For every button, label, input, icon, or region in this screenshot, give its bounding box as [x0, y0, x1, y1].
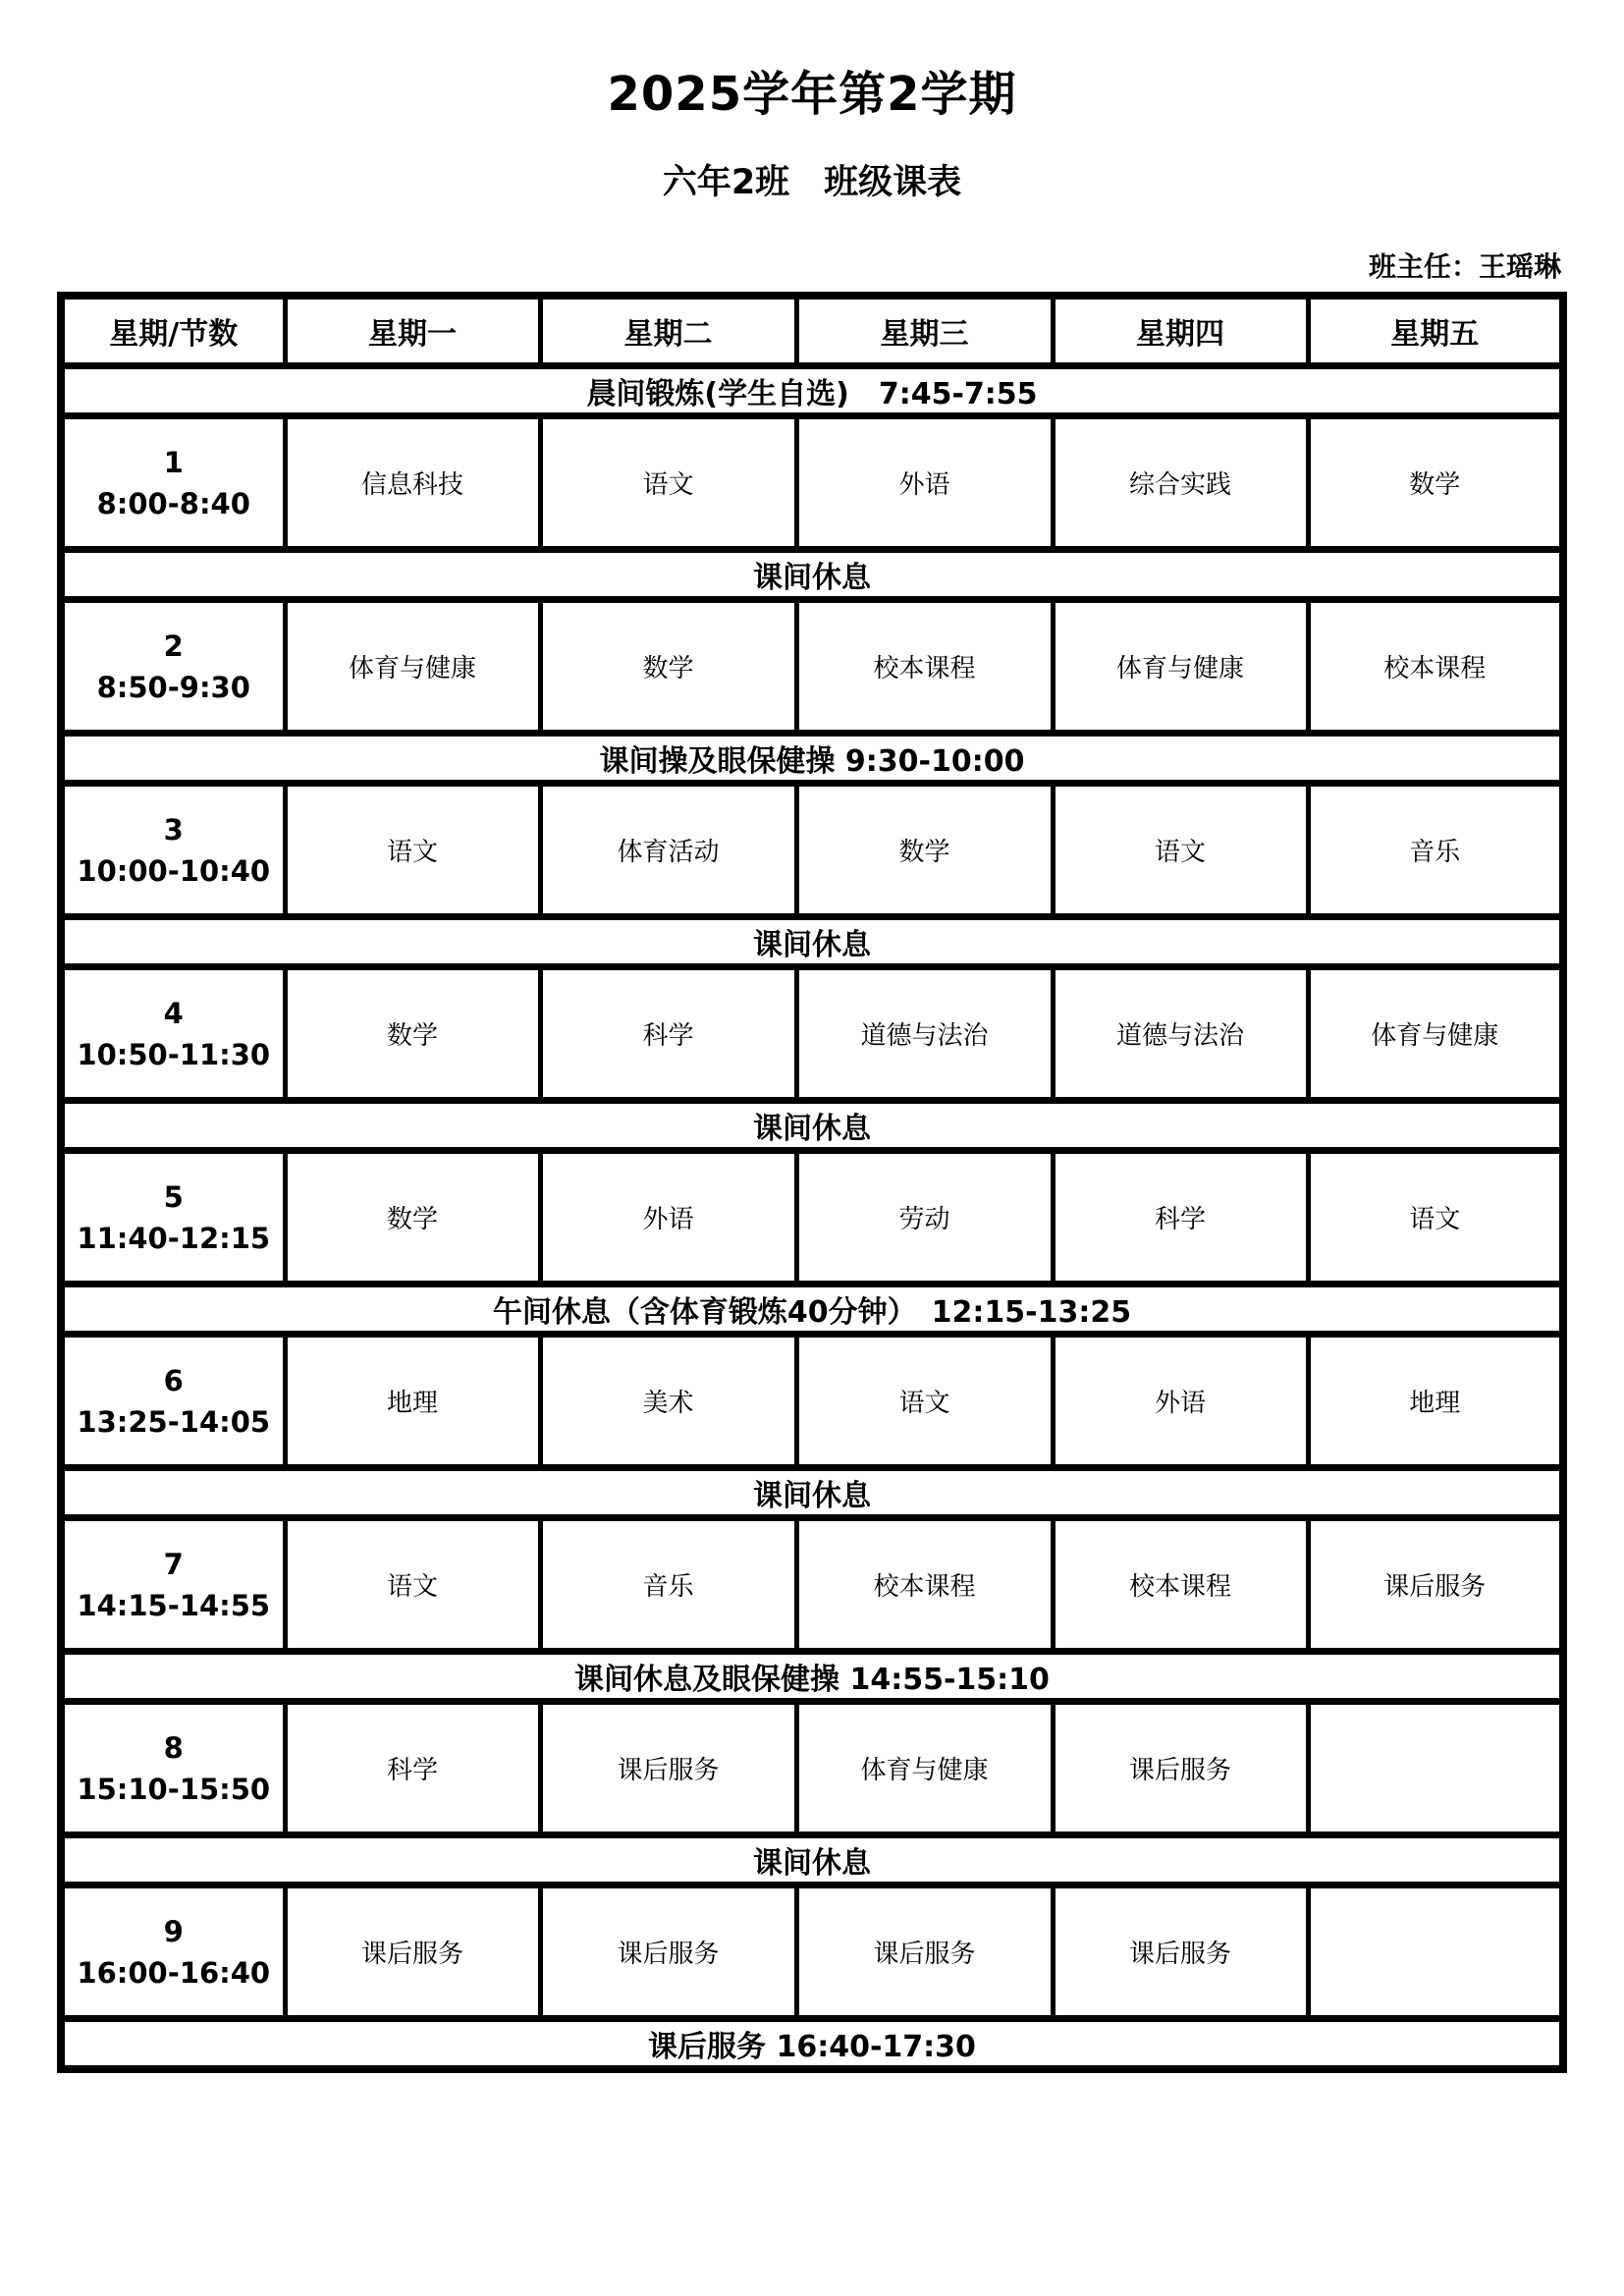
- period-time: 14:15-14:55: [77, 1588, 271, 1622]
- subject-cell: 科学: [285, 1702, 540, 1835]
- break-row: [61, 2019, 1563, 2070]
- period-number: 4: [163, 996, 184, 1030]
- subject-cell: 综合实践: [1053, 416, 1308, 550]
- period-time: 13:25-14:05: [77, 1404, 271, 1439]
- period-header-cell: [61, 784, 285, 917]
- subject-cell: 课后服务: [540, 1702, 796, 1835]
- subject-cell: 数学: [540, 600, 796, 734]
- break-label: 晨间锻炼(学生自选) 7:45-7:55: [61, 366, 1563, 416]
- subject-cell: 科学: [1053, 1151, 1308, 1285]
- period-number: 9: [163, 1914, 184, 1948]
- break-row: [61, 917, 1563, 967]
- period-header-cell: [61, 967, 285, 1101]
- subject-cell: 数学: [796, 784, 1053, 917]
- period-number: 1: [163, 445, 184, 479]
- subject-cell: 外语: [1053, 1335, 1308, 1468]
- subject-cell: 科学: [540, 967, 796, 1101]
- period-header-cell: [61, 1886, 285, 2019]
- subject-cell: 课后服务: [285, 1886, 540, 2019]
- timetable-body: [61, 366, 1563, 2070]
- break-row: [61, 1101, 1563, 1151]
- subject-cell: 体育与健康: [796, 1702, 1053, 1835]
- break-row: [61, 550, 1563, 600]
- subject-cell: 语文: [285, 1518, 540, 1652]
- break-label: 课间休息: [61, 1468, 1563, 1518]
- subject-cell: 校本课程: [1308, 600, 1563, 734]
- corner-header-cell: 星期/节数: [61, 296, 285, 366]
- timetable: [57, 292, 1567, 2074]
- period-header-cell: [61, 600, 285, 734]
- day-header-cell: 星期一: [285, 296, 540, 366]
- day-header-cell: 星期三: [796, 296, 1053, 366]
- period-time: 8:00-8:40: [96, 486, 250, 520]
- subject-cell: 数学: [1308, 416, 1563, 550]
- subject-cell: 信息科技: [285, 416, 540, 550]
- subject-cell: 道德与法治: [796, 967, 1053, 1101]
- subject-cell: 外语: [540, 1151, 796, 1285]
- subject-cell: 校本课程: [796, 600, 1053, 734]
- subject-cell: 课后服务: [540, 1886, 796, 2019]
- period-number: 2: [163, 629, 184, 663]
- subject-cell: 语文: [1308, 1151, 1563, 1285]
- break-label: 课间操及眼保健操 9:30-10:00: [61, 734, 1563, 784]
- period-row: [61, 967, 1563, 1101]
- subject-cell: 语文: [796, 1335, 1053, 1468]
- break-row: [61, 1468, 1563, 1518]
- subject-cell: 数学: [285, 967, 540, 1101]
- subject-cell: 语文: [1053, 784, 1308, 917]
- period-header-cell: [61, 1518, 285, 1652]
- subject-cell: 体育与健康: [285, 600, 540, 734]
- subject-cell: 体育与健康: [1308, 967, 1563, 1101]
- period-header-cell: [61, 416, 285, 550]
- period-row: [61, 1151, 1563, 1285]
- subject-cell: 体育与健康: [1053, 600, 1308, 734]
- period-header-cell: [61, 1335, 285, 1468]
- subject-cell: 课后服务: [1053, 1702, 1308, 1835]
- break-row: [61, 1835, 1563, 1886]
- subject-cell: 课后服务: [796, 1886, 1053, 2019]
- break-row: [61, 1652, 1563, 1702]
- subject-cell: 美术: [540, 1335, 796, 1468]
- subject-cell: [1308, 1702, 1563, 1835]
- period-row: [61, 1886, 1563, 2019]
- period-row: [61, 600, 1563, 734]
- break-label: 课间休息: [61, 550, 1563, 600]
- day-header-cell: 星期二: [540, 296, 796, 366]
- class-subtitle: 六年2班 班级课表: [662, 162, 962, 202]
- day-header-cell: 星期四: [1053, 296, 1308, 366]
- head-teacher-label: 班主任：王瑶琳: [1368, 250, 1561, 284]
- subject-cell: 校本课程: [796, 1518, 1053, 1652]
- period-number: 5: [163, 1179, 184, 1214]
- subject-cell: 体育活动: [540, 784, 796, 917]
- period-row: [61, 416, 1563, 550]
- day-header-cell: 星期五: [1308, 296, 1563, 366]
- subject-cell: 地理: [1308, 1335, 1563, 1468]
- subject-cell: 音乐: [540, 1518, 796, 1652]
- subject-cell: 地理: [285, 1335, 540, 1468]
- break-label: 课间休息: [61, 917, 1563, 967]
- break-row: [61, 734, 1563, 784]
- subject-cell: 道德与法治: [1053, 967, 1308, 1101]
- period-row: [61, 1702, 1563, 1835]
- break-label: 午间休息（含体育锻炼40分钟） 12:15-13:25: [61, 1285, 1563, 1335]
- header-row: [61, 296, 1563, 366]
- period-number: 6: [163, 1363, 184, 1397]
- period-number: 8: [163, 1730, 184, 1765]
- subject-cell: 语文: [540, 416, 796, 550]
- subject-cell: 课后服务: [1308, 1518, 1563, 1652]
- period-time: 15:10-15:50: [77, 1772, 271, 1806]
- break-label: 课间休息: [61, 1101, 1563, 1151]
- subject-cell: [1308, 1886, 1563, 2019]
- subject-cell: 校本课程: [1053, 1518, 1308, 1652]
- period-header-cell: [61, 1151, 285, 1285]
- break-label: 课后服务 16:40-17:30: [61, 2019, 1563, 2070]
- period-row: [61, 784, 1563, 917]
- subject-cell: 音乐: [1308, 784, 1563, 917]
- break-label: 课间休息及眼保健操 14:55-15:10: [61, 1652, 1563, 1702]
- subject-cell: 劳动: [796, 1151, 1053, 1285]
- subject-cell: 语文: [285, 784, 540, 917]
- subject-cell: 外语: [796, 416, 1053, 550]
- period-number: 3: [163, 812, 184, 847]
- page-title: 2025学年第2学期: [607, 67, 1017, 122]
- period-row: [61, 1335, 1563, 1468]
- break-label: 课间休息: [61, 1835, 1563, 1886]
- period-header-cell: [61, 1702, 285, 1835]
- period-row: [61, 1518, 1563, 1652]
- period-time: 10:00-10:40: [77, 853, 271, 888]
- break-row: [61, 366, 1563, 416]
- period-time: 11:40-12:15: [77, 1221, 271, 1255]
- period-number: 7: [163, 1547, 184, 1581]
- break-row: [61, 1285, 1563, 1335]
- period-time: 10:50-11:30: [77, 1037, 271, 1071]
- period-time: 8:50-9:30: [96, 670, 250, 704]
- period-time: 16:00-16:40: [77, 1955, 271, 1990]
- subject-cell: 数学: [285, 1151, 540, 1285]
- subject-cell: 课后服务: [1053, 1886, 1308, 2019]
